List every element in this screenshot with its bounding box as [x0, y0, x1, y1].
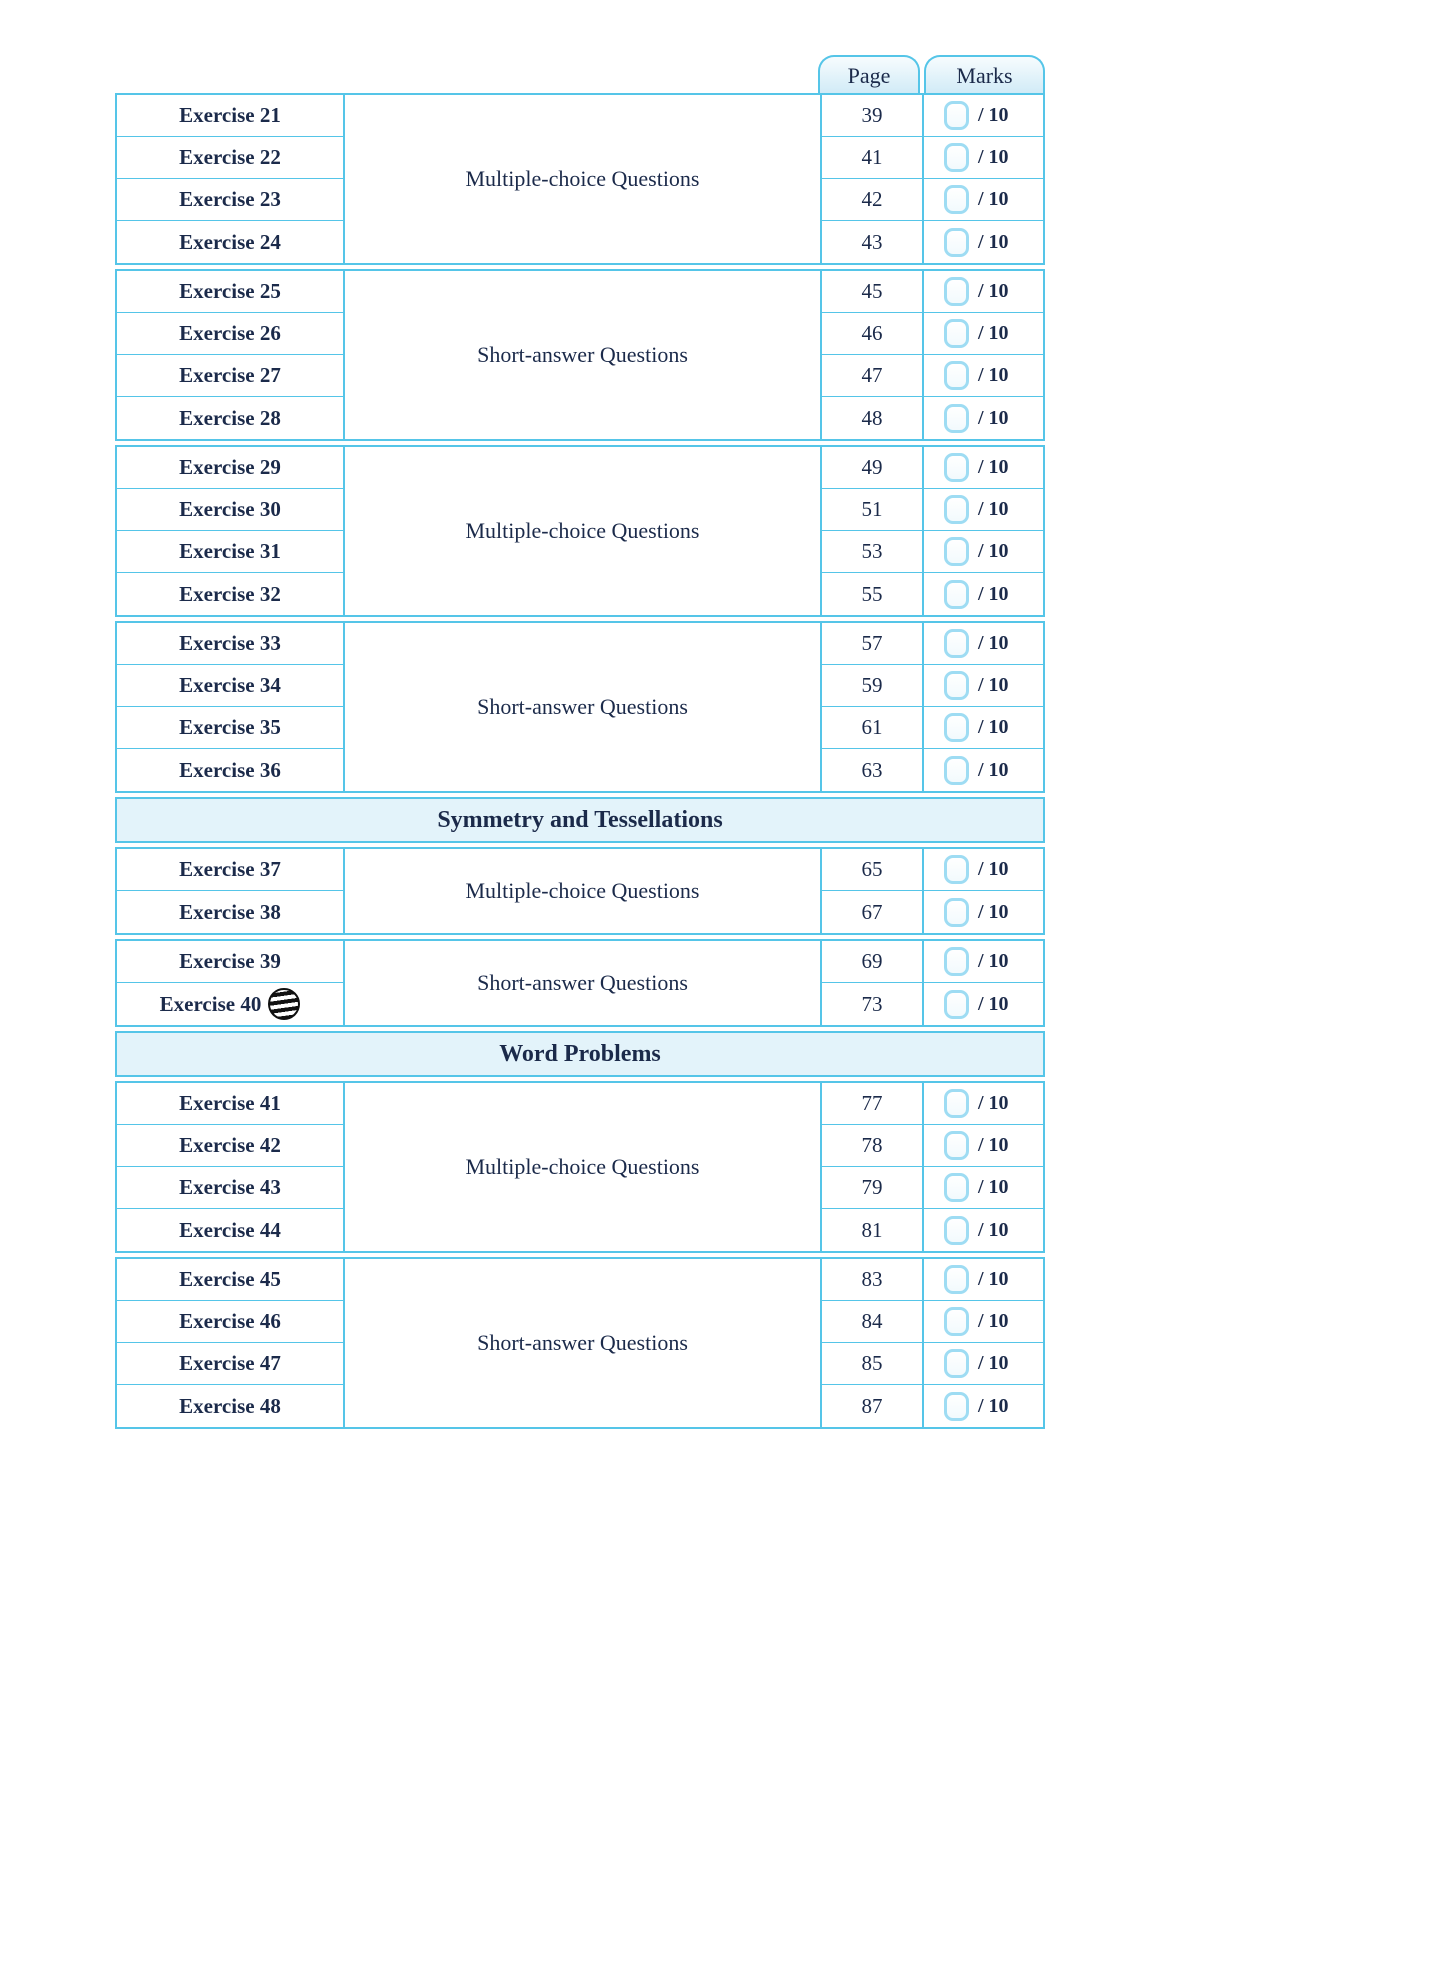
exercise-label-cell	[117, 137, 345, 179]
exercise-label-cell	[117, 1301, 345, 1343]
marks-input-box[interactable]	[944, 277, 969, 306]
page-number-cell	[822, 1083, 924, 1125]
marks-cell	[924, 1385, 1043, 1427]
marks-cell	[924, 665, 1043, 707]
marks-cell	[924, 1301, 1043, 1343]
exercise-label-cell	[117, 271, 345, 313]
marks-input-box[interactable]	[944, 855, 969, 884]
marks-suffix: / 10	[978, 456, 1009, 478]
marks-cell	[924, 1083, 1043, 1125]
page-number: 63	[861, 757, 883, 782]
marks-cell	[924, 313, 1043, 355]
page-number: 48	[861, 405, 883, 430]
marks-suffix: / 10	[978, 280, 1009, 302]
page-number: 41	[861, 145, 883, 169]
exercise-label: Exercise 21	[179, 103, 281, 127]
exercise-label-cell	[117, 1209, 345, 1251]
marks-suffix: / 10	[978, 406, 1009, 429]
marks-input-box[interactable]	[944, 947, 969, 976]
exercise-label: Exercise 31	[179, 539, 281, 563]
marks-cell	[924, 447, 1043, 489]
exercise-label-cell	[117, 983, 345, 1025]
group-description: Short-answer Questions	[345, 941, 822, 1025]
page-number-cell	[822, 941, 924, 983]
page-number: 42	[861, 187, 883, 211]
marks-cell	[924, 983, 1043, 1025]
page-number: 59	[861, 673, 883, 697]
marks-suffix: / 10	[978, 1352, 1009, 1374]
marks-suffix: / 10	[978, 1268, 1009, 1290]
marks-header-label: Marks	[956, 63, 1013, 88]
section-title: Symmetry and Tessellations	[437, 806, 723, 833]
marks-suffix: / 10	[978, 498, 1009, 520]
page-header-label: Page	[847, 63, 891, 88]
page-number-cell	[822, 313, 924, 355]
exercise-label: Exercise 24	[179, 229, 281, 254]
marks-input-box[interactable]	[944, 1307, 969, 1336]
marks-cell	[924, 221, 1043, 263]
page-number: 69	[861, 949, 883, 973]
exercise-label-cell	[117, 941, 345, 983]
marks-input-box[interactable]	[944, 361, 969, 390]
marks-suffix: / 10	[978, 1176, 1009, 1198]
marks-suffix: / 10	[978, 858, 1009, 880]
page-number-cell	[822, 447, 924, 489]
section-header	[115, 797, 1045, 843]
exercise-label: Exercise 44	[179, 1217, 281, 1242]
page-number: 45	[861, 279, 883, 303]
exercise-group	[115, 939, 1045, 1027]
marks-cell	[924, 941, 1043, 983]
page-number: 53	[861, 539, 883, 563]
page-number: 47	[861, 363, 883, 387]
page-number: 43	[861, 229, 883, 254]
exercise-label: Exercise 36	[179, 757, 281, 782]
exercise-label-cell	[117, 221, 345, 263]
page-number-cell	[822, 1167, 924, 1209]
marks-suffix: / 10	[978, 230, 1009, 253]
exercise-label: Exercise 40	[159, 991, 262, 1016]
column-header-tabs	[115, 55, 1045, 93]
page-number-cell	[822, 983, 924, 1025]
marks-input-box[interactable]	[944, 453, 969, 482]
marks-input-box[interactable]	[944, 1392, 969, 1421]
marks-suffix: / 10	[978, 146, 1009, 168]
exercise-label: Exercise 30	[179, 497, 281, 521]
page-number: 83	[861, 1267, 883, 1291]
exercise-label: Exercise 38	[179, 899, 281, 924]
group-description: Short-answer Questions	[345, 271, 822, 439]
marks-suffix: / 10	[978, 1092, 1009, 1114]
marks-suffix: / 10	[978, 900, 1009, 923]
section-title: Word Problems	[499, 1040, 661, 1067]
exercise-label: Exercise 25	[179, 279, 281, 303]
marks-input-box[interactable]	[944, 319, 969, 348]
marks-input-box[interactable]	[944, 1349, 969, 1378]
exercise-label-cell	[117, 849, 345, 891]
exercise-label-cell	[117, 179, 345, 221]
page-number-cell	[822, 179, 924, 221]
marks-cell	[924, 489, 1043, 531]
exercise-label: Exercise 32	[179, 581, 281, 606]
marks-cell	[924, 179, 1043, 221]
marks-input-box[interactable]	[944, 101, 969, 130]
exercise-label-cell	[117, 1385, 345, 1427]
marks-suffix: / 10	[978, 716, 1009, 738]
exercise-group	[115, 269, 1045, 441]
marks-input-box[interactable]	[944, 898, 969, 927]
page-number-cell	[822, 489, 924, 531]
exercise-label: Exercise 45	[179, 1267, 281, 1291]
page-number: 46	[861, 321, 883, 345]
exercise-label-cell	[117, 707, 345, 749]
exercise-label-cell	[117, 531, 345, 573]
page-number-cell	[822, 137, 924, 179]
marks-cell	[924, 1209, 1043, 1251]
exercise-label: Exercise 22	[179, 145, 281, 169]
marks-suffix: / 10	[978, 1310, 1009, 1332]
group-description: Multiple-choice Questions	[345, 95, 822, 263]
page-number-cell	[822, 1385, 924, 1427]
page-number-cell	[822, 749, 924, 791]
exercise-label: Exercise 46	[179, 1309, 281, 1333]
page-number: 61	[861, 715, 883, 739]
page-number-cell	[822, 1209, 924, 1251]
exercise-label: Exercise 39	[179, 949, 281, 973]
marks-column-header	[924, 55, 1045, 95]
page-number-cell	[822, 531, 924, 573]
marks-cell	[924, 749, 1043, 791]
exercise-label: Exercise 28	[179, 405, 281, 430]
page-number: 57	[861, 631, 883, 655]
marks-suffix: / 10	[978, 322, 1009, 344]
exercise-group	[115, 445, 1045, 617]
page-number-cell	[822, 397, 924, 439]
section-header	[115, 1031, 1045, 1077]
page-number: 79	[861, 1175, 883, 1199]
page-number: 78	[861, 1133, 883, 1157]
contents-table	[115, 55, 1045, 1429]
marks-cell	[924, 397, 1043, 439]
marks-cell	[924, 1343, 1043, 1385]
marks-suffix: / 10	[978, 364, 1009, 386]
marks-cell	[924, 531, 1043, 573]
exercise-group	[115, 1081, 1045, 1253]
marks-suffix: / 10	[978, 758, 1009, 781]
marks-suffix: / 10	[978, 540, 1009, 562]
page-number-cell	[822, 623, 924, 665]
exercise-group	[115, 847, 1045, 935]
page-number-cell	[822, 891, 924, 933]
marks-suffix: / 10	[978, 674, 1009, 696]
marks-suffix: / 10	[978, 104, 1009, 126]
marks-suffix: / 10	[978, 1394, 1009, 1417]
marks-input-box[interactable]	[944, 143, 969, 172]
exercise-label-cell	[117, 397, 345, 439]
marks-cell	[924, 1259, 1043, 1301]
marks-cell	[924, 1167, 1043, 1209]
group-description: Multiple-choice Questions	[345, 1083, 822, 1251]
marks-input-box[interactable]	[944, 495, 969, 524]
marks-cell	[924, 95, 1043, 137]
exercise-label-cell	[117, 573, 345, 615]
page-number-cell	[822, 355, 924, 397]
marks-input-box[interactable]	[944, 671, 969, 700]
exercise-label: Exercise 47	[179, 1351, 281, 1375]
marks-input-box[interactable]	[944, 1173, 969, 1202]
page-number: 39	[861, 103, 883, 127]
page-number: 73	[861, 991, 883, 1016]
exercise-label-cell	[117, 1259, 345, 1301]
page-number-cell	[822, 1259, 924, 1301]
page-number-cell	[822, 573, 924, 615]
exercise-label-cell	[117, 1343, 345, 1385]
table-body	[115, 93, 1045, 1429]
marks-suffix: / 10	[978, 632, 1009, 654]
page-number: 49	[861, 455, 883, 479]
page-number: 67	[861, 899, 883, 924]
page-number: 55	[861, 581, 883, 606]
marks-suffix: / 10	[978, 1134, 1009, 1156]
page-number: 81	[861, 1217, 883, 1242]
marks-input-box[interactable]	[944, 580, 969, 609]
marks-input-box[interactable]	[944, 756, 969, 785]
page-number-cell	[822, 1301, 924, 1343]
exercise-label-cell	[117, 891, 345, 933]
exercise-label: Exercise 23	[179, 187, 281, 211]
exercise-label-cell	[117, 665, 345, 707]
exercise-label-cell	[117, 95, 345, 137]
page-number-cell	[822, 95, 924, 137]
exercise-label-cell	[117, 1125, 345, 1167]
page-number: 85	[861, 1351, 883, 1375]
exercise-label-cell	[117, 623, 345, 665]
exercise-label-cell	[117, 1167, 345, 1209]
group-description: Short-answer Questions	[345, 623, 822, 791]
marks-suffix: / 10	[978, 582, 1009, 605]
exercise-group	[115, 621, 1045, 793]
challenge-badge-icon	[268, 988, 300, 1020]
marks-cell	[924, 1125, 1043, 1167]
group-description: Multiple-choice Questions	[345, 447, 822, 615]
marks-input-box[interactable]	[944, 713, 969, 742]
page-column-header	[818, 55, 920, 95]
exercise-label: Exercise 34	[179, 673, 281, 697]
exercise-label: Exercise 42	[179, 1133, 281, 1157]
page-number-cell	[822, 221, 924, 263]
marks-cell	[924, 849, 1043, 891]
page-number-cell	[822, 1343, 924, 1385]
exercise-label: Exercise 37	[179, 857, 281, 881]
marks-input-box[interactable]	[944, 990, 969, 1019]
marks-cell	[924, 573, 1043, 615]
marks-input-box[interactable]	[944, 1131, 969, 1160]
exercise-label-cell	[117, 1083, 345, 1125]
marks-input-box[interactable]	[944, 537, 969, 566]
marks-input-box[interactable]	[944, 1089, 969, 1118]
marks-suffix: / 10	[978, 188, 1009, 210]
marks-input-box[interactable]	[944, 185, 969, 214]
exercise-label-cell	[117, 489, 345, 531]
exercise-label-cell	[117, 447, 345, 489]
marks-cell	[924, 707, 1043, 749]
exercise-label: Exercise 26	[179, 321, 281, 345]
marks-input-box[interactable]	[944, 228, 969, 257]
exercise-label-cell	[117, 749, 345, 791]
exercise-label: Exercise 27	[179, 363, 281, 387]
exercise-label-cell	[117, 355, 345, 397]
page-number-cell	[822, 1125, 924, 1167]
marks-cell	[924, 137, 1043, 179]
page-number-cell	[822, 665, 924, 707]
exercise-label: Exercise 29	[179, 455, 281, 479]
page-number: 77	[861, 1091, 883, 1115]
marks-input-box[interactable]	[944, 1265, 969, 1294]
page-number: 87	[861, 1393, 883, 1418]
exercise-label: Exercise 33	[179, 631, 281, 655]
exercise-label: Exercise 35	[179, 715, 281, 739]
marks-input-box[interactable]	[944, 404, 969, 433]
page-number-cell	[822, 849, 924, 891]
page-number: 84	[861, 1309, 883, 1333]
exercise-label: Exercise 43	[179, 1175, 281, 1199]
marks-cell	[924, 623, 1043, 665]
group-description: Short-answer Questions	[345, 1259, 822, 1427]
marks-cell	[924, 355, 1043, 397]
marks-cell	[924, 271, 1043, 313]
marks-suffix: / 10	[978, 950, 1009, 972]
page-number-cell	[822, 707, 924, 749]
exercise-label-cell	[117, 313, 345, 355]
exercise-label: Exercise 41	[179, 1091, 281, 1115]
marks-cell	[924, 891, 1043, 933]
marks-suffix: / 10	[978, 992, 1009, 1015]
marks-suffix: / 10	[978, 1218, 1009, 1241]
marks-input-box[interactable]	[944, 629, 969, 658]
exercise-label: Exercise 48	[179, 1393, 281, 1418]
page-number: 65	[861, 857, 883, 881]
exercise-group	[115, 1257, 1045, 1429]
exercise-group	[115, 93, 1045, 265]
group-description: Multiple-choice Questions	[345, 849, 822, 933]
page-number: 51	[861, 497, 883, 521]
marks-input-box[interactable]	[944, 1216, 969, 1245]
page-number-cell	[822, 271, 924, 313]
